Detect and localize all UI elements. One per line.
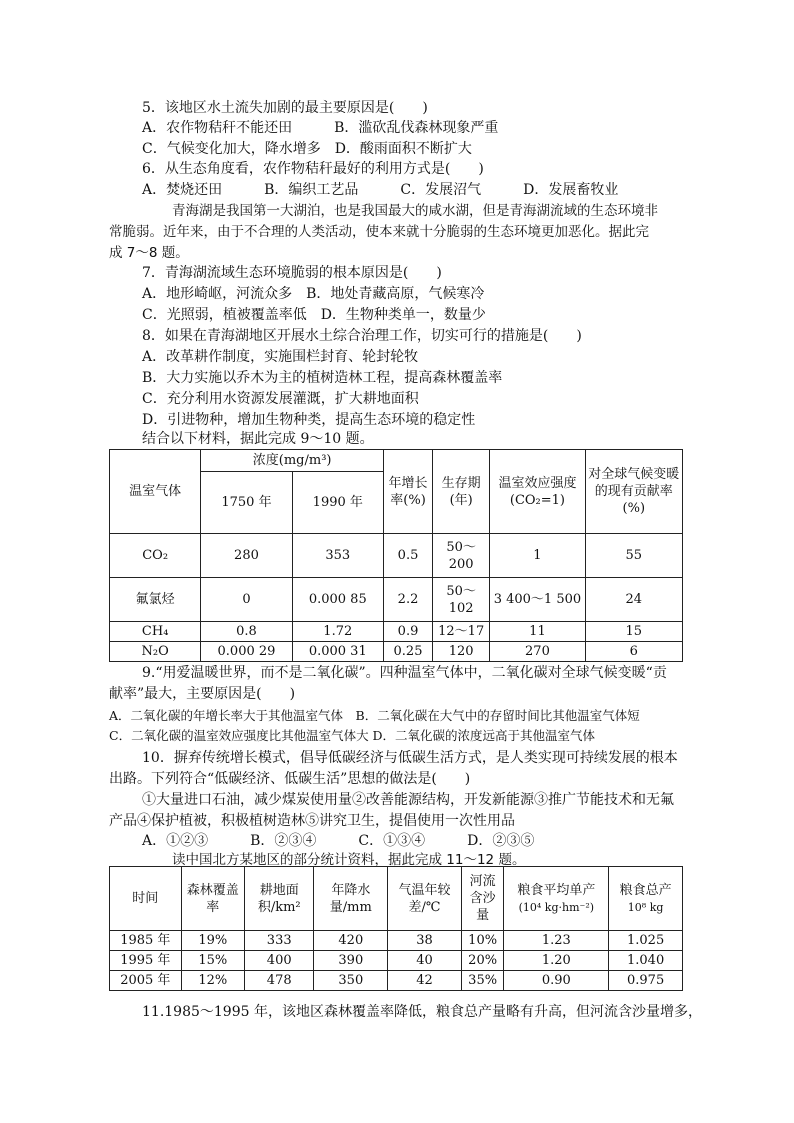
q11-stem-line1: 11.1985～1995 年，该地区森林覆盖率降低，粮食总产量略有升高，但河流含沙量增多， bbox=[142, 1004, 702, 1020]
q5-options-ab: A．农作物秸秆不能还田 B．滥砍乱伐森林现象严重 bbox=[142, 120, 499, 136]
cell: 50～102 bbox=[433, 578, 490, 622]
cell: 1 bbox=[490, 534, 585, 578]
q10-options: A．①②③ B．②③④ C．①③④ D．②③⑤ bbox=[142, 833, 535, 849]
q8-stem: 8．如果在青海湖地区开展水土综合治理工作，切实可行的措施是( ) bbox=[142, 328, 582, 344]
cell: 24 bbox=[585, 578, 682, 622]
cell: 2005 年 bbox=[110, 971, 182, 991]
passage1-line1: 青海湖是我国第一大湖泊，也是我国最大的咸水湖，但是青海湖流域的生态环境非 bbox=[172, 203, 658, 219]
cell: 55 bbox=[585, 534, 682, 578]
cell: 1.72 bbox=[292, 622, 383, 642]
q9-stem-line1: 9.“用爱温暖世界，而不是二氧化碳”。四种温室气体中，二氧化碳对全球气候变暖“贡 bbox=[142, 665, 667, 681]
cell: 0.975 bbox=[609, 971, 683, 991]
cell: 15% bbox=[181, 951, 244, 971]
cell: 40 bbox=[388, 951, 462, 971]
cell: 1995 年 bbox=[110, 951, 182, 971]
table2-intro: 读中国北方某地区的部分统计资料，据此完成 11～12 题。 bbox=[172, 852, 526, 868]
greenhouse-gas-table bbox=[109, 449, 683, 662]
cell: CH₄ bbox=[110, 622, 201, 642]
cell: 1.025 bbox=[609, 931, 683, 951]
cell: 6 bbox=[585, 642, 682, 662]
q10-items-line2: 产品④保护植被，积极植树造林⑤讲究卫生，提倡使用一次性用品 bbox=[109, 813, 515, 829]
cell: 0 bbox=[201, 578, 292, 622]
cell: CO₂ bbox=[110, 534, 201, 578]
th-growth: 年增长率(%) bbox=[383, 450, 432, 534]
th-total-unit: 10⁸ kg bbox=[627, 900, 664, 914]
table-row bbox=[110, 622, 683, 642]
q8-option-d: D．引进物种，增加生物种类，提高生态环境的稳定性 bbox=[142, 412, 476, 428]
q7-options-ab: A．地形崎岖，河流众多 B．地处青藏高原，气候寒冷 bbox=[142, 286, 485, 302]
cell: 38 bbox=[388, 931, 462, 951]
q6-stem: 6．从生态角度看，农作物秸秆最好的利用方式是( ) bbox=[142, 161, 484, 177]
cell: 1.20 bbox=[504, 951, 609, 971]
cell: 0.8 bbox=[201, 622, 292, 642]
passage1-line2: 常脆弱。近年来，由于不合理的人类活动，使本来就十分脆弱的生态环境更加恶化。据此完 bbox=[109, 224, 649, 240]
th-rainfall: 年降水量/mm bbox=[314, 867, 388, 931]
cell: 19% bbox=[181, 931, 244, 951]
th-yield bbox=[504, 867, 609, 931]
q8-option-b: B．大力实施以乔木为主的植树造林工程，提高森林覆盖率 bbox=[142, 370, 503, 386]
q9-options-ab: A．二氧化碳的年增长率大于其他温室气体 B．二氧化碳在大气中的存留时间比其他温室气体短 bbox=[109, 708, 640, 723]
cell: 3 400～1 500 bbox=[490, 578, 585, 622]
q5-options-cd: C．气候变化加大，降水增多 D．酸雨面积不断扩大 bbox=[142, 141, 472, 157]
q10-stem-line2: 出路。下列符合“低碳经济、低碳生活”思想的做法是( ) bbox=[109, 771, 471, 787]
cell: 1985 年 bbox=[110, 931, 182, 951]
q9-options-cd: C．二氧化碳的温室效应强度比其他温室气体大 D．二氧化碳的浓度远高于其他温室气体 bbox=[109, 728, 596, 743]
cell: 10% bbox=[461, 931, 504, 951]
cell: 0.000 29 bbox=[201, 642, 292, 662]
cell: 390 bbox=[314, 951, 388, 971]
cell: 0.000 31 bbox=[292, 642, 383, 662]
cell: 400 bbox=[244, 951, 314, 971]
th-contribution: 对全球气候变暖的现有贡献率(%) bbox=[585, 450, 682, 534]
table-row bbox=[110, 931, 683, 951]
cell: 0.9 bbox=[383, 622, 432, 642]
q7-options-cd: C．光照弱，植被覆盖率低 D．生物种类单一，数量少 bbox=[142, 307, 486, 323]
q10-items-line1: ①大量进口石油，减少煤炭使用量②改善能源结构，开发新能源③推广节能技术和无氟 bbox=[142, 792, 674, 808]
th-yield-label: 粮食平均单产 bbox=[517, 882, 596, 898]
th-yield-unit: (10⁴ kg·hm⁻²) bbox=[518, 900, 595, 914]
cell: 2.2 bbox=[383, 578, 432, 622]
th-1750: 1750 年 bbox=[201, 472, 292, 534]
th-total-label: 粮食总产 bbox=[619, 882, 672, 898]
cell: 0.25 bbox=[383, 642, 432, 662]
q6-options: A．焚烧还田 B．编织工艺品 C．发展沼气 D．发展畜牧业 bbox=[142, 182, 619, 198]
cell: 42 bbox=[388, 971, 462, 991]
cell: N₂O bbox=[110, 642, 201, 662]
th-forest: 森林覆盖率 bbox=[181, 867, 244, 931]
cell: 20% bbox=[461, 951, 504, 971]
cell: 333 bbox=[244, 931, 314, 951]
table-row bbox=[110, 971, 683, 991]
q10-stem-line1: 10．摒弃传统增长模式，倡导低碳经济与低碳生活方式，是人类实现可持续发展的根本 bbox=[142, 750, 678, 766]
cell: 35% bbox=[461, 971, 504, 991]
cell: 1.23 bbox=[504, 931, 609, 951]
cell: 0.5 bbox=[383, 534, 432, 578]
th-temp-range: 气温年较差/℃ bbox=[388, 867, 462, 931]
table1-intro: 结合以下材料，据此完成 9～10 题。 bbox=[142, 431, 374, 447]
th-farmland: 耕地面积/km² bbox=[244, 867, 314, 931]
cell: 420 bbox=[314, 931, 388, 951]
th-lifetime: 生存期(年) bbox=[433, 450, 490, 534]
cell: 12～17 bbox=[433, 622, 490, 642]
q8-option-c: C．充分利用水资源发展灌溉，扩大耕地面积 bbox=[142, 391, 419, 407]
th-sediment: 河流含沙量 bbox=[461, 867, 504, 931]
cell: 0.90 bbox=[504, 971, 609, 991]
cell: 12% bbox=[181, 971, 244, 991]
table-row bbox=[110, 578, 683, 622]
q8-option-a: A．改革耕作制度，实施围栏封育、轮封轮牧 bbox=[142, 349, 419, 365]
table-row bbox=[110, 534, 683, 578]
passage1-line3: 成 7～8 题。 bbox=[109, 245, 189, 261]
regional-statistics-table bbox=[109, 866, 683, 991]
cell: 120 bbox=[433, 642, 490, 662]
cell: 0.000 85 bbox=[292, 578, 383, 622]
cell: 353 bbox=[292, 534, 383, 578]
th-concentration: 浓度(mg/m³) bbox=[201, 450, 384, 472]
q5-stem: 5．该地区水土流失加剧的最主要原因是( ) bbox=[142, 100, 428, 116]
cell: 15 bbox=[585, 622, 682, 642]
cell: 478 bbox=[244, 971, 314, 991]
cell: 1.040 bbox=[609, 951, 683, 971]
th-1990: 1990 年 bbox=[292, 472, 383, 534]
th-gas: 温室气体 bbox=[110, 450, 201, 534]
cell: 270 bbox=[490, 642, 585, 662]
cell: 50～200 bbox=[433, 534, 490, 578]
cell: 氟氯烃 bbox=[110, 578, 201, 622]
th-total bbox=[609, 867, 683, 931]
q7-stem: 7．青海湖流域生态环境脆弱的根本原因是( ) bbox=[142, 265, 442, 281]
th-effect: 温室效应强度(CO₂=1) bbox=[490, 450, 585, 534]
cell: 11 bbox=[490, 622, 585, 642]
table-row bbox=[110, 951, 683, 971]
th-time: 时间 bbox=[110, 867, 182, 931]
cell: 350 bbox=[314, 971, 388, 991]
table-row bbox=[110, 642, 683, 662]
cell: 280 bbox=[201, 534, 292, 578]
q9-stem-line2: 献率”最大，主要原因是( ) bbox=[109, 686, 296, 702]
